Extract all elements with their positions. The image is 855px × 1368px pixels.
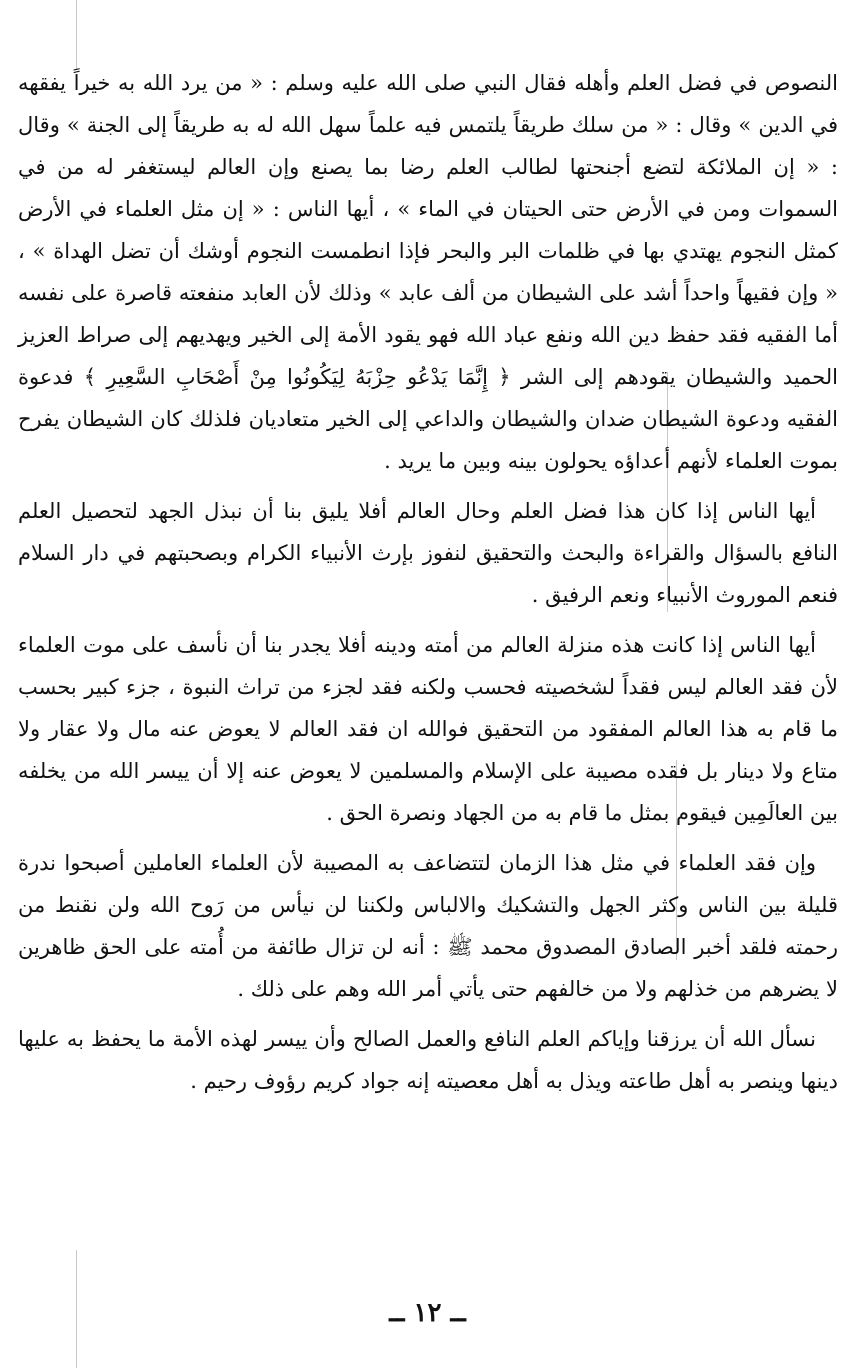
- paragraph-scholars-in-this-age: وإن فقد العلماء في مثل هذا الزمان لتتضاعف به المصيبة لأن العلماء العاملين أصبحوا ندرة قليلة بين الناس وكثر الجهل والتشكيك والالباس ولكننا لن نيأس من رَوح الله ولن نقنط من رحمته فلقد أخبر الصادق المصدوق محمد ﷺ : أنه لن تزال طائفة من أُمته على الحق ظاهرين لا يضرهم من خذلهم ولا من خالفهم حتى يأتي أمر الله وهم على ذلك .: [18, 851, 838, 1001]
- paragraph-loss-of-scholar: أيها الناس إذا كانت هذه منزلة العالم من أمته ودينه أفلا يجدر بنا أن نأسف على موت العلماء لأن فقد العالم ليس فقداً لشخصيته فحسب ولكنه فقد لجزء من تراث النبوة ، جزء كبير بحسب ما قام به هذا العالم المفقود من التحقيق فوالله ان فقد العالم لا يعوض عنه مال ولا عقار ولا متاع ولا دينار بل فقده مصيبة على الإسلام والمسلمين لا يعوض عنه إلا أن ييسر الله من يخلفه بين العالَمِين فيقوم بمثل ما قام به من الجهاد ونصرة الحق .: [18, 633, 838, 825]
- book-page-body: [18, 62, 838, 1110]
- page-number: ــ ١٢ ــ: [389, 1298, 466, 1328]
- scan-fold-line-top: [76, 0, 77, 70]
- paragraph-seek-knowledge: أيها الناس إذا كان هذا فضل العلم وحال العالم أفلا يليق بنا أن نبذل الجهد لتحصيل العلم النافع بالسؤال والقراءة والبحث والتحقيق لنفوز بإرث الأنبياء الكرام وبصحبتهم في دار السلام فنعم الموروث الأنبياء ونعم الرفيق .: [18, 499, 838, 607]
- paragraph-closing-supplication: نسأل الله أن يرزقنا وإياكم العلم النافع والعمل الصالح وأن ييسر لهذه الأمة ما يحفظ به عليها دينها وينصر به أهل طاعته ويذل به أهل معصيته إنه جواد كريم رؤوف رحيم .: [18, 1027, 838, 1093]
- paragraph-virtue-of-knowledge: النصوص في فضل العلم وأهله فقال النبي صلى الله عليه وسلم : « من يرد الله به خيراً يفقهه في الدين » وقال : « من سلك طريقاً يلتمس فيه علماً سهل الله له به طريقاً إلى الجنة » وقال : « إن الملائكة لتضع أجنحتها لطالب العلم رضا بما يصنع وإن العالم ليستغفر له من في السموات ومن في الأرض حتى الحيتان في الماء » ، أيها الناس : « إن مثل العلماء في الأرض كمثل النجوم يهتدي بها في ظلمات البر والبحر فإذا انطمست النجوم أوشك أن تضل الهداة » ، « وإن فقيهاً واحداً أشد على الشيطان من ألف عابد » وذلك لأن العابد منفعته قاصرة على نفسه أما الفقيه فقد حفظ دين الله ونفع عباد الله فهو يقود الأمة إلى الخير ويهديهم إلى صراط العزيز الحميد والشيطان يقودهم إلى الشر ﴿ إِنَّمَا يَدْعُو حِزْبَهُ لِيَكُونُوا مِنْ أَصْحَابِ السَّعِيرِ ﴾ فدعوة الفقيه ودعوة الشيطان ضدان والشيطان والداعي إلى الخير متعاديان فلذلك كان الشيطان يفرح بموت العلماء لأنهم أعداؤه يحولون بينه وبين ما يريد .: [18, 71, 838, 473]
